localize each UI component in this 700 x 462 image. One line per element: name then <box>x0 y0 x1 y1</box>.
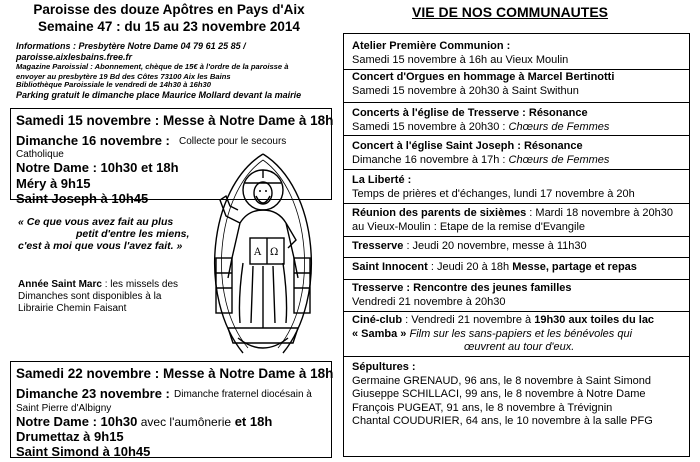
christ-icon <box>188 148 338 363</box>
annee-text: Dimanches sont disponibles à la <box>18 291 162 302</box>
sunday-note-2: Dimanche fraternel diocésain à <box>174 389 312 400</box>
item-text: Samedi 15 novembre à 20h30 à Saint Swithun <box>352 84 579 97</box>
list-item <box>352 40 568 67</box>
saturday-mass-2: Samedi 22 novembre : Messe à Notre Dame à 18h <box>16 366 334 381</box>
svg-text:Ω: Ω <box>270 247 279 258</box>
item-head: Tresserve <box>352 240 404 252</box>
item-text-bold: 19h30 aux toiles du lac <box>534 314 655 326</box>
item-head: Concerts à l'église de Tresserve : Résonance <box>352 107 588 119</box>
annee-text: : les missels des <box>101 279 179 290</box>
mass-time-part: avec l'aumônerie <box>137 415 232 429</box>
item-head: Sépultures : <box>352 361 416 373</box>
svg-text:A: A <box>254 247 262 258</box>
item-text-bold: Messe, partage et repas <box>512 261 637 273</box>
item-text: Temps de prières et d'échanges, lundi 17 novembre à 20h <box>352 187 635 200</box>
sunday-label-2: Dimanche 23 novembre : <box>16 386 170 401</box>
list-item <box>352 207 673 234</box>
list-item <box>352 282 572 309</box>
info-line: Informations : Presbytère Notre Dame 04 79 61 25 85 / <box>16 41 246 51</box>
communities-box <box>343 33 690 457</box>
item-head: Ciné-club <box>352 314 403 326</box>
item-text: : Vendredi 21 novembre à <box>402 314 535 326</box>
annee-text: Librairie Chemin Faisant <box>18 303 127 314</box>
sunday-note-1: Collecte pour le secours <box>179 136 287 147</box>
divider <box>344 356 689 357</box>
info-line: Parking gratuit le dimanche place Maurice Mollard devant la mairie <box>16 89 302 100</box>
item-text: : Mardi 18 novembre à 20h30 <box>526 207 673 219</box>
list-item <box>352 240 587 254</box>
item-text: : Jeudi 20 novembre, messe à 11h30 <box>403 240 587 252</box>
list-item <box>352 261 637 275</box>
mass-time: Notre Dame : 10h30 et 18h <box>16 160 179 175</box>
divider <box>344 236 689 237</box>
list-item <box>352 140 609 167</box>
saturday-mass-1: Samedi 15 novembre : Messe à Notre Dame à 18h <box>16 113 334 128</box>
annee-label: Année Saint Marc <box>18 279 102 290</box>
divider <box>344 279 689 280</box>
item-text: Germaine GRENAUD, 96 ans, le 8 novembre à Saint Simond <box>352 374 651 387</box>
divider <box>344 69 689 70</box>
quote-line: « Ce que vous avez fait au plus <box>18 216 174 228</box>
divider <box>344 203 689 204</box>
sunday-note-2b: Saint Pierre d'Albigny <box>16 403 112 414</box>
item-text: Giuseppe SCHILLACI, 99 ans, le 8 novembre à Notre Dame <box>352 388 646 400</box>
item-head: Atelier Première Communion : <box>352 40 511 52</box>
item-text: Dimanche 16 novembre à 17h : <box>352 153 509 166</box>
mass-time: Méry à 9h15 <box>16 176 91 191</box>
quote-line: petit d'entre les miens, <box>76 228 190 240</box>
list-item <box>352 71 614 98</box>
sunday-note-1b: Catholique <box>16 149 64 160</box>
film-desc: œuvrent au tour d'eux. <box>464 341 575 353</box>
annee-saint-marc <box>18 279 188 315</box>
item-head: Concert à l'église Saint Joseph : Résonance <box>352 140 583 152</box>
item-text: Vendredi 21 novembre à 20h30 <box>352 295 506 308</box>
list-item <box>352 314 654 355</box>
item-head: Réunion des parents de sixièmes <box>352 207 527 219</box>
quote-line: c'est à moi que vous l'avez fait. » <box>18 240 183 252</box>
divider <box>344 102 689 103</box>
item-head: Concert d'Orgues en hommage à Marcel Bertinotti <box>352 71 615 83</box>
item-text: au Vieux-Moulin : Etape de la remise d'Evangile <box>352 220 586 233</box>
parish-title: Paroisse des douze Apôtres en Pays d'Aix <box>33 2 305 17</box>
mass-time: Drumettaz à 9h15 <box>16 429 124 444</box>
list-item <box>352 361 653 429</box>
info-line: Magazine Paroissial : Abonnement, chèque de 15€ à l'ordre de la paroisse à <box>16 62 289 72</box>
item-head: Saint Innocent <box>352 261 428 273</box>
right-title: VIE DE NOS COMMUNAUTES <box>412 4 609 20</box>
list-item <box>352 107 609 134</box>
week-title: Semaine 47 : du 15 au 23 novembre 2014 <box>38 19 300 34</box>
mass-time <box>16 414 272 429</box>
divider <box>344 311 689 312</box>
item-head: La Liberté : <box>352 174 412 186</box>
item-text: Samedi 15 novembre à 20h30 : <box>352 120 509 133</box>
item-text: Samedi 15 novembre à 16h au Vieux Moulin <box>352 53 569 66</box>
info-line: envoyer au presbytère 19 Bd des Côtes 73100 Aix les Bains <box>16 71 231 81</box>
item-text: François PUGEAT, 91 ans, le 8 novembre à Trévignin <box>352 401 613 414</box>
mass-time-part: Notre Dame : 10h30 <box>16 414 138 429</box>
film-title: « Samba » <box>352 327 407 340</box>
info-block <box>16 41 346 100</box>
divider <box>344 135 689 136</box>
item-text: : Jeudi 20 à 18h <box>427 261 513 273</box>
divider <box>344 169 689 170</box>
item-text-italic: Chœurs de Femmes <box>508 120 610 133</box>
mass-time-part: et 18h <box>231 414 273 429</box>
item-text: Chantal COUDURIER, 64 ans, le 10 novembre à la salle PFG <box>352 415 653 427</box>
item-text-italic: Chœurs de Femmes <box>508 153 610 166</box>
item-head: Tresserve : Rencontre des jeunes familles <box>352 282 572 294</box>
list-item <box>352 174 635 201</box>
film-desc: Film sur les sans-papiers et les bénévoles qui <box>406 327 633 340</box>
mass-time: Saint Simond à 10h45 <box>16 444 151 459</box>
sunday-label-1: Dimanche 16 novembre : <box>16 133 170 148</box>
info-line: Bibliothèque Paroissiale le vendredi de 14h30 à 16h30 <box>16 80 211 90</box>
divider <box>344 257 689 258</box>
info-line: paroisse.aixlesbains.free.fr <box>16 51 133 62</box>
mass-time: Saint Joseph à 10h45 <box>16 191 149 206</box>
